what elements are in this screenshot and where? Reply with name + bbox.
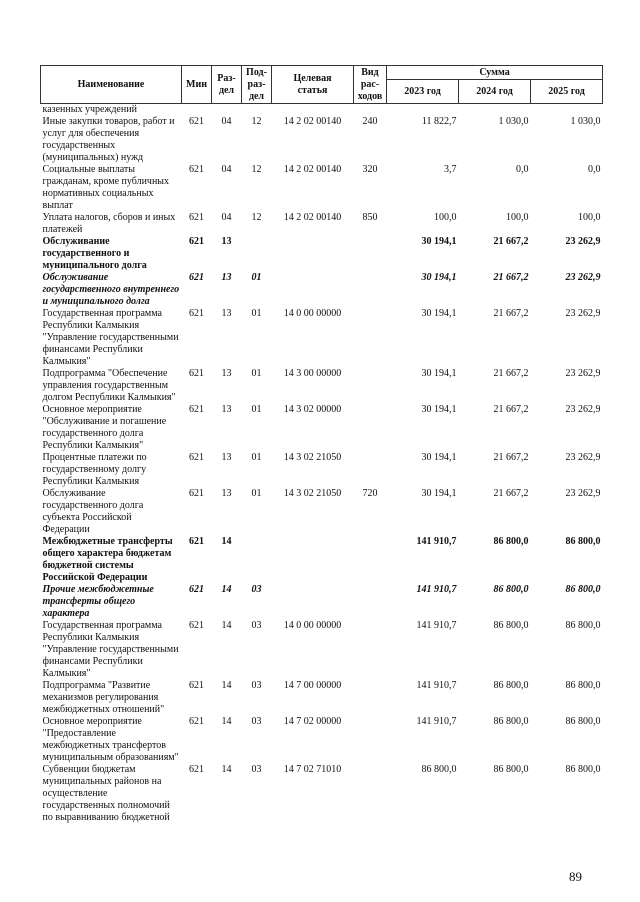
header-summa: Сумма [387,66,603,80]
cell-sum-2024: 86 800,0 [493,764,529,775]
cell-sum-2025: 86 800,0 [565,536,601,547]
cell-razdel [212,104,242,117]
cell-expense-type [354,308,387,368]
table-body [41,104,603,825]
cell-ministry: 621 [189,272,204,283]
cell-expense-type [354,272,387,308]
cell-sum-2025: 23 262,9 [565,236,601,247]
cell-target-article [272,236,354,272]
cell-razdel: 13 [221,272,232,283]
cell-target-article: 14 2 02 00140 [283,164,342,175]
table-row [41,452,603,488]
cell-sum-2023: 30 194,1 [421,488,457,499]
cell-ministry: 621 [189,452,204,463]
cell-name: Межбюджетные трансферты общего характера бюджетам бюджетной системы Российской Федерации [42,536,173,583]
cell-sum-2023: 86 800,0 [421,764,457,775]
cell-sum-2023: 141 910,7 [416,536,457,547]
cell-sum-2025: 86 800,0 [565,620,601,631]
table-row [41,488,603,536]
header-year-2025: 2025 год [531,80,603,104]
cell-sum-2025: 23 262,9 [565,368,601,379]
cell-sum-2023: 3,7 [444,164,457,175]
cell-sum-2024: 21 667,2 [493,452,529,463]
header-target-article: Целевая статья [272,66,354,104]
cell-sum-2023: 100,0 [434,212,457,223]
cell-name: Обслуживание государственного и муниципального долга [42,236,147,271]
cell-sum-2025: 23 262,9 [565,404,601,415]
cell-target-article: 14 0 00 00000 [283,620,342,631]
cell-expense-type: 720 [362,488,378,499]
cell-podrazdel: 03 [251,764,262,775]
cell-podrazdel: 01 [251,308,262,319]
cell-razdel: 13 [221,308,232,319]
cell-sum-2025: 86 800,0 [565,716,601,727]
cell-ministry: 621 [189,404,204,415]
cell-sum-2024: 86 800,0 [493,716,529,727]
cell-podrazdel: 01 [251,272,262,283]
cell-target-article: 14 3 02 21050 [283,452,342,463]
cell-razdel: 14 [221,584,232,595]
cell-sum-2023: 30 194,1 [421,452,457,463]
cell-sum-2024: 21 667,2 [493,488,529,499]
cell-sum-2025: 23 262,9 [565,452,601,463]
cell-target-article: 14 2 02 00140 [283,116,342,127]
table-row [41,212,603,236]
cell-name: Социальные выплаты гражданам, кроме публичных нормативных социальных выплат [42,164,170,211]
cell-razdel: 14 [221,536,232,547]
header-podrazdel: Под- раз- дел [242,66,272,104]
cell-razdel: 13 [221,236,232,247]
cell-ministry: 621 [189,164,204,175]
cell-target-article [272,584,354,620]
cell-ministry [182,104,212,117]
cell-sum-2023: 11 822,7 [421,116,457,127]
table-row [41,584,603,620]
cell-sum-2023: 141 910,7 [416,620,457,631]
cell-razdel: 14 [221,620,232,631]
cell-sum-2024: 1 030,0 [498,116,529,127]
header-expense-type: Вид рас- ходов [354,66,387,104]
table-row [41,104,603,117]
cell-target-article: 14 7 00 00000 [283,680,342,691]
cell-ministry: 621 [189,680,204,691]
cell-sum-2024: 86 800,0 [493,584,529,595]
cell-ministry: 621 [189,584,204,595]
cell-sum-2025: 23 262,9 [565,488,601,499]
page-number: 89 [569,869,582,884]
cell-sum-2025: 86 800,0 [565,584,601,595]
cell-podrazdel: 01 [251,404,262,415]
cell-podrazdel: 03 [251,584,262,595]
cell-expense-type [354,452,387,488]
cell-target-article [272,272,354,308]
cell-sum-2024: 0,0 [516,164,529,175]
cell-expense-type [354,584,387,620]
cell-sum-2024: 86 800,0 [493,620,529,631]
cell-sum-2025: 0,0 [588,164,601,175]
cell-target-article [272,104,354,117]
cell-target-article: 14 7 02 71010 [283,764,342,775]
cell-target-article [272,536,354,584]
cell-expense-type [354,716,387,764]
cell-expense-type: 320 [362,164,378,175]
header-razdel: Раз- дел [212,66,242,104]
cell-podrazdel [242,104,272,117]
cell-sum-2023: 30 194,1 [421,272,457,283]
cell-ministry: 621 [189,368,204,379]
table-row [41,308,603,368]
cell-sum-2024 [459,104,531,117]
table-row [41,536,603,584]
table-row [41,620,603,680]
cell-sum-2025 [531,104,603,117]
cell-name: Подпрограмма "Развитие механизмов регулирования межбюджетных отношений" [42,680,165,715]
cell-target-article: 14 2 02 00140 [283,212,342,223]
cell-target-article: 14 3 02 21050 [283,488,342,499]
cell-razdel: 13 [221,404,232,415]
table-row [41,368,603,404]
cell-ministry: 621 [189,716,204,727]
table-row [41,236,603,272]
cell-sum-2024: 21 667,2 [493,236,529,247]
cell-sum-2024: 21 667,2 [493,368,529,379]
cell-target-article: 14 7 02 00000 [283,716,342,727]
cell-sum-2024: 86 800,0 [493,536,529,547]
cell-target-article: 14 3 00 00000 [283,368,342,379]
cell-razdel: 14 [221,680,232,691]
header-year-2024: 2024 год [459,80,531,104]
cell-name: Основное мероприятие "Обслуживание и погашение государственного долга Республики Калмыкия" [42,404,167,451]
cell-name: Прочие межбюджетные трансферты общего характера [42,584,154,619]
cell-expense-type [354,536,387,584]
cell-name: Обслуживание государственного внутреннего и муниципального долга [42,272,180,307]
cell-sum-2025: 86 800,0 [565,680,601,691]
cell-expense-type [354,236,387,272]
cell-expense-type [354,104,387,117]
cell-sum-2024: 21 667,2 [493,272,529,283]
cell-sum-2023: 141 910,7 [416,584,457,595]
cell-ministry: 621 [189,236,204,247]
table-row [41,764,603,824]
cell-name: Иные закупки товаров, работ и услуг для обеспечения государственных (муниципальных) нужд [42,116,175,163]
cell-podrazdel: 12 [251,116,262,127]
cell-ministry: 621 [189,620,204,631]
cell-razdel: 14 [221,716,232,727]
cell-razdel: 14 [221,764,232,775]
cell-name: казенных учреждений [42,104,137,115]
cell-sum-2025: 100,0 [578,212,601,223]
cell-sum-2023: 30 194,1 [421,404,457,415]
cell-expense-type [354,368,387,404]
cell-ministry: 621 [189,116,204,127]
cell-podrazdel: 03 [251,620,262,631]
cell-expense-type: 850 [362,212,378,223]
header-min: Мин [182,66,212,104]
cell-sum-2024: 21 667,2 [493,404,529,415]
cell-sum-2023: 141 910,7 [416,716,457,727]
cell-sum-2023: 30 194,1 [421,308,457,319]
table-row [41,716,603,764]
cell-sum-2023: 141 910,7 [416,680,457,691]
cell-sum-2025: 1 030,0 [570,116,601,127]
cell-razdel: 13 [221,488,232,499]
table-row [41,164,603,212]
cell-razdel: 04 [221,212,232,223]
cell-ministry: 621 [189,212,204,223]
table-header [41,66,603,104]
cell-name: Субвенции бюджетам муниципальных районов на осуществление государственных полномочий по выравниванию бюджетной [42,764,170,823]
cell-expense-type: 240 [362,116,378,127]
cell-sum-2025: 23 262,9 [565,308,601,319]
cell-name: Государственная программа Республики Калмыкия "Управление государственными финансами Республики Калмыкия" [42,620,179,679]
cell-sum-2023: 30 194,1 [421,368,457,379]
cell-ministry: 621 [189,764,204,775]
table-row [41,272,603,308]
header-name: Наименование [41,66,182,104]
cell-podrazdel [242,236,272,272]
cell-name: Обслуживание государственного долга субъекта Российской Федерации [42,488,144,535]
cell-sum-2024: 86 800,0 [493,680,529,691]
budget-table [40,65,603,824]
cell-sum-2024: 21 667,2 [493,308,529,319]
cell-podrazdel: 01 [251,488,262,499]
cell-name: Подпрограмма "Обеспечение управления государственным долгом Республики Калмыкия" [42,368,176,403]
cell-target-article: 14 0 00 00000 [283,308,342,319]
cell-name: Уплата налогов, сборов и иных платежей [42,212,176,235]
header-year-2023: 2023 год [387,80,459,104]
cell-ministry: 621 [189,488,204,499]
cell-podrazdel: 12 [251,164,262,175]
cell-podrazdel: 01 [251,368,262,379]
cell-name: Процентные платежи по государственному долгу Республики Калмыкия [42,452,147,487]
cell-expense-type [354,680,387,716]
cell-razdel: 04 [221,164,232,175]
cell-ministry: 621 [189,536,204,547]
cell-sum-2023 [387,104,459,117]
cell-podrazdel: 03 [251,680,262,691]
cell-sum-2023: 30 194,1 [421,236,457,247]
cell-expense-type [354,620,387,680]
cell-expense-type [354,404,387,452]
cell-razdel: 13 [221,368,232,379]
table-row [41,116,603,164]
cell-razdel: 04 [221,116,232,127]
cell-podrazdel: 01 [251,452,262,463]
cell-target-article: 14 3 02 00000 [283,404,342,415]
cell-podrazdel [242,536,272,584]
cell-razdel: 13 [221,452,232,463]
cell-expense-type [354,764,387,824]
cell-podrazdel: 12 [251,212,262,223]
cell-sum-2024: 100,0 [506,212,529,223]
cell-ministry: 621 [189,308,204,319]
cell-sum-2025: 23 262,9 [565,272,601,283]
cell-name: Основное мероприятие "Предоставление межбюджетных трансфертов муниципальным образованиям" [42,716,179,763]
cell-sum-2025: 86 800,0 [565,764,601,775]
table-row [41,680,603,716]
table-row [41,404,603,452]
cell-name: Государственная программа Республики Калмыкия "Управление государственными финансами Республики Калмыкия" [42,308,179,367]
cell-podrazdel: 03 [251,716,262,727]
